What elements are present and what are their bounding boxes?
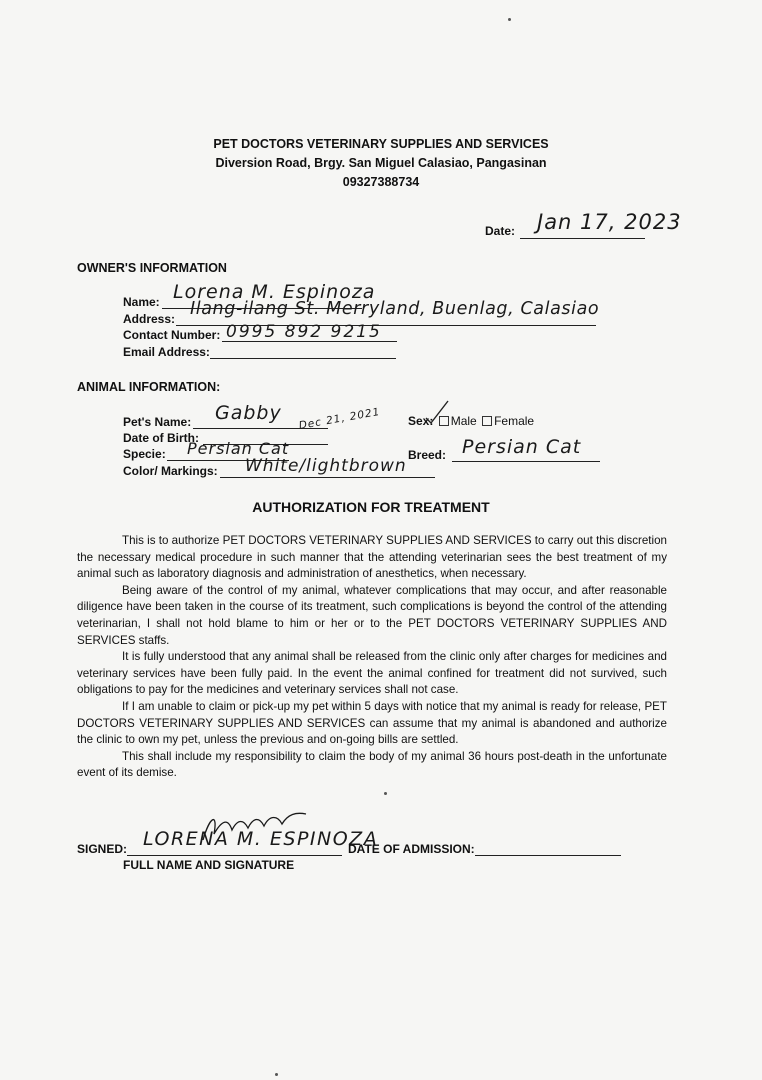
- sex-label: Sex:: [408, 414, 434, 428]
- authorization-title: AUTHORIZATION FOR TREATMENT: [252, 499, 490, 515]
- clinic-phone: 09327388734: [342, 175, 420, 189]
- signature-caption: FULL NAME AND SIGNATURE: [123, 858, 295, 872]
- owner-address-label: Address:: [123, 312, 176, 326]
- owner-address-value: Ilang-ilang St. Merryland, Buenlag, Calasiao: [190, 299, 600, 319]
- authorization-paragraph-5: This shall include my responsibility to claim the body of my animal 36 hours post-death in the unfortunate event of its demise.: [77, 749, 667, 780]
- dob-value: Dec 21, 2021: [297, 405, 382, 432]
- dob-label: Date of Birth:: [123, 431, 199, 445]
- signed-line: [127, 855, 342, 856]
- animal-section-title: ANIMAL INFORMATION:: [77, 380, 221, 394]
- breed-line: [452, 461, 600, 462]
- authorization-paragraph-3: It is fully understood that any animal shall be released from the clinic only after charges for medicines and veterinary services have been fully paid. In the event the animal confined for treatment did not survived, such obligations to pay for the medicines and veterinary services shall not case.: [77, 650, 667, 697]
- sex-female-checkbox: [482, 416, 492, 426]
- date-line: [520, 238, 645, 239]
- clinic-name: PET DOCTORS VETERINARY SUPPLIES AND SERVICES: [213, 137, 549, 151]
- color-line: [220, 477, 435, 478]
- owner-email-label: Email Address:: [123, 345, 210, 359]
- pet-name-value: Gabby: [215, 402, 282, 424]
- owner-contact-label: Contact Number:: [123, 328, 221, 342]
- color-value: White/lightbrown: [245, 456, 407, 476]
- scan-speck: [508, 18, 511, 21]
- owner-email-line: [210, 358, 396, 359]
- breed-label: Breed:: [408, 448, 447, 462]
- authorization-paragraph-4: If I am unable to claim or pick-up my pet within 5 days with notice that my animal is ready for release, PET DOCTORS VETERINARY SUPPLIES AND SERVICES can assume that my animal is abandoned and authorize the clinic to own my pet, unless the previous and on-going bills are settled.: [77, 699, 667, 747]
- pet-name-label: Pet's Name:: [123, 415, 192, 429]
- breed-value: Persian Cat: [462, 436, 582, 458]
- sex-female-label: Female: [494, 414, 535, 428]
- owner-name-label: Name:: [123, 295, 160, 309]
- admission-label: DATE OF ADMISSION:: [348, 842, 475, 856]
- date-value: Jan 17, 2023: [537, 210, 682, 234]
- authorization-paragraph-1: This is to authorize PET DOCTORS VETERINARY SUPPLIES AND SERVICES to carry out this discretion the necessary medical procedure in such manner that the attending veterinarian sees the best treatment of my animal such as laboratory diagnosis and administration of anesthetics, when necessary.: [77, 534, 667, 581]
- specie-label: Specie:: [123, 447, 166, 461]
- admission-line: [475, 855, 621, 856]
- specie-value: Persian Cat: [187, 439, 290, 458]
- signed-label: SIGNED:: [77, 842, 128, 856]
- date-label: Date:: [485, 224, 516, 238]
- signed-value: LORENA M. ESPINOZA: [143, 828, 379, 850]
- authorization-paragraph-2: Being aware of the control of my animal, whatever complications that may occur, and after reasonable diligence have been taken in the course of its treatment, such complications is beyond the control of the attending veterinarian, I shall not hold blame to him or her or to the PET DOCTORS VETERINARY SUPPLIES AND SERVICES staffs.: [77, 583, 667, 647]
- clinic-address: Diversion Road, Brgy. San Miguel Calasiao, Pangasinan: [215, 156, 547, 170]
- sex-male-label: Male: [450, 414, 477, 428]
- color-label: Color/ Markings:: [123, 464, 218, 478]
- scan-speck: [384, 792, 387, 795]
- owner-section-title: OWNER'S INFORMATION: [77, 261, 227, 275]
- checkmark-icon: [424, 398, 452, 426]
- scan-speck: [275, 1073, 278, 1076]
- owner-contact-value: 0995 892 9215: [226, 322, 382, 342]
- authorization-body: [77, 533, 667, 782]
- owner-name-value: Lorena M. Espinoza: [173, 281, 376, 303]
